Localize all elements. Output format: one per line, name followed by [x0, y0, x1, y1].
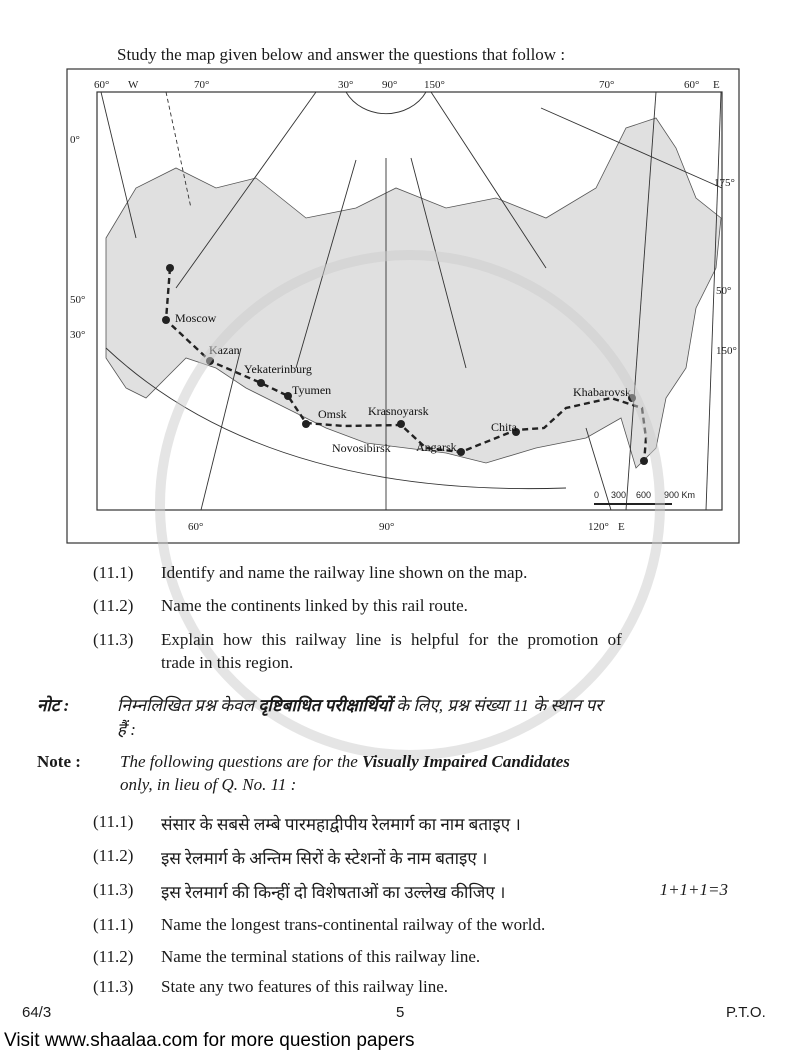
- city-chita: Chita: [491, 420, 517, 434]
- question-text-cont: trade in this region.: [161, 653, 294, 672]
- vi-question: Name the longest trans-continental railway of the world.: [161, 915, 546, 934]
- hindi-question: इस रेलमार्ग की किन्हीं दो विशेषताओं का उल्लेख कीजिए ।: [161, 883, 506, 902]
- city-omsk: Omsk: [318, 407, 347, 421]
- q-number: (11.2): [93, 846, 134, 865]
- city-tyumen: Tyumen: [292, 383, 332, 397]
- city-marker: [206, 357, 214, 365]
- hindi-question: संसार के सबसे लम्बे पारमहाद्वीपीय रेलमार्ग का नाम बताइए ।: [161, 815, 521, 834]
- hindi-note-line2: हैं :: [117, 720, 136, 739]
- q-number: (11.1): [93, 563, 134, 582]
- svg-text:120°: 120°: [588, 521, 609, 533]
- svg-text:90°: 90°: [379, 521, 395, 533]
- marks: 1+1+1=3: [659, 880, 728, 899]
- city-novosibirsk: Novosibirsk: [332, 441, 391, 455]
- hindi-question: इस रेलमार्ग के अन्तिम सिरों के स्टेशनों के नाम बताइए ।: [161, 849, 488, 868]
- note-line2: only, in lieu of Q. No. 11 :: [120, 775, 297, 794]
- vi-question: Name the terminal stations of this railway line.: [161, 947, 481, 966]
- city-khabarovsk: Khabarovsk: [573, 385, 631, 399]
- city-marker: [457, 448, 465, 456]
- q-number: (11.3): [93, 630, 134, 649]
- svg-text:900 Km: 900 Km: [664, 490, 696, 500]
- question-text: Name the continents linked by this rail route.: [161, 596, 468, 615]
- svg-text:90°: 90°: [382, 79, 398, 91]
- pto: P.T.O.: [726, 1004, 766, 1021]
- hindi-note-text: निम्नलिखित प्रश्न केवल दृष्टिबाधित परीक्षार्थियों के लिए, प्रश्न संख्या 11 के स्थान पर: [117, 696, 603, 715]
- q-number: (11.2): [93, 947, 134, 966]
- city-kazan: Kazan: [209, 343, 240, 357]
- page-number: 5: [396, 1004, 405, 1021]
- q-number: (11.2): [93, 596, 134, 615]
- city-marker: [162, 316, 170, 324]
- note-text: The following questions are for the Visually Impaired Candidates: [120, 752, 570, 771]
- svg-text:60°: 60°: [188, 521, 204, 533]
- note-label: Note :: [37, 752, 81, 771]
- svg-text:300: 300: [611, 490, 627, 500]
- svg-text:E: E: [713, 79, 720, 91]
- q-number: (11.1): [93, 915, 134, 934]
- svg-text:30°: 30°: [70, 329, 86, 341]
- city-krasnoyarsk: Krasnoyarsk: [368, 404, 429, 418]
- city-marker: [397, 420, 405, 428]
- question-text: Identify and name the railway line shown on the map.: [161, 563, 528, 582]
- svg-text:70°: 70°: [194, 79, 210, 91]
- svg-text:175°: 175°: [714, 177, 735, 189]
- q-number: (11.3): [93, 977, 134, 996]
- city-angarsk: Angarsk: [416, 440, 457, 454]
- q-number: (11.1): [93, 812, 134, 831]
- hindi-note-label: नोट :: [37, 696, 70, 715]
- svg-text:50°: 50°: [70, 294, 86, 306]
- city-yekaterinburg: Yekaterinburg: [244, 362, 312, 376]
- svg-text:0°: 0°: [70, 134, 80, 146]
- city-marker: [166, 264, 174, 272]
- svg-text:60°: 60°: [94, 79, 110, 91]
- paper-code: 64/3: [22, 1004, 52, 1021]
- russia-railway-map: [66, 68, 740, 544]
- vi-question: State any two features of this railway line.: [161, 977, 449, 996]
- svg-text:60°: 60°: [684, 79, 700, 91]
- svg-text:70°: 70°: [599, 79, 615, 91]
- question-text: Explain how this railway line is helpful for the promotion of: [161, 630, 622, 649]
- intro-text: Study the map given below and answer the questions that follow :: [117, 45, 566, 64]
- city-marker: [640, 457, 648, 465]
- svg-text:0: 0: [594, 490, 600, 500]
- svg-text:W: W: [128, 79, 139, 91]
- svg-text:150°: 150°: [716, 345, 737, 357]
- svg-text:50°: 50°: [716, 285, 732, 297]
- city-marker: [284, 392, 292, 400]
- city-marker: [302, 420, 310, 428]
- q-number: (11.3): [93, 880, 134, 899]
- svg-text:600: 600: [636, 490, 652, 500]
- svg-text:150°: 150°: [424, 79, 445, 91]
- svg-text:30°: 30°: [338, 79, 354, 91]
- svg-text:E: E: [618, 521, 625, 533]
- city-marker: [257, 379, 265, 387]
- shaalaa-banner-link[interactable]: Visit www.shaalaa.com for more question papers: [4, 1030, 415, 1051]
- city-moscow: Moscow: [175, 311, 217, 325]
